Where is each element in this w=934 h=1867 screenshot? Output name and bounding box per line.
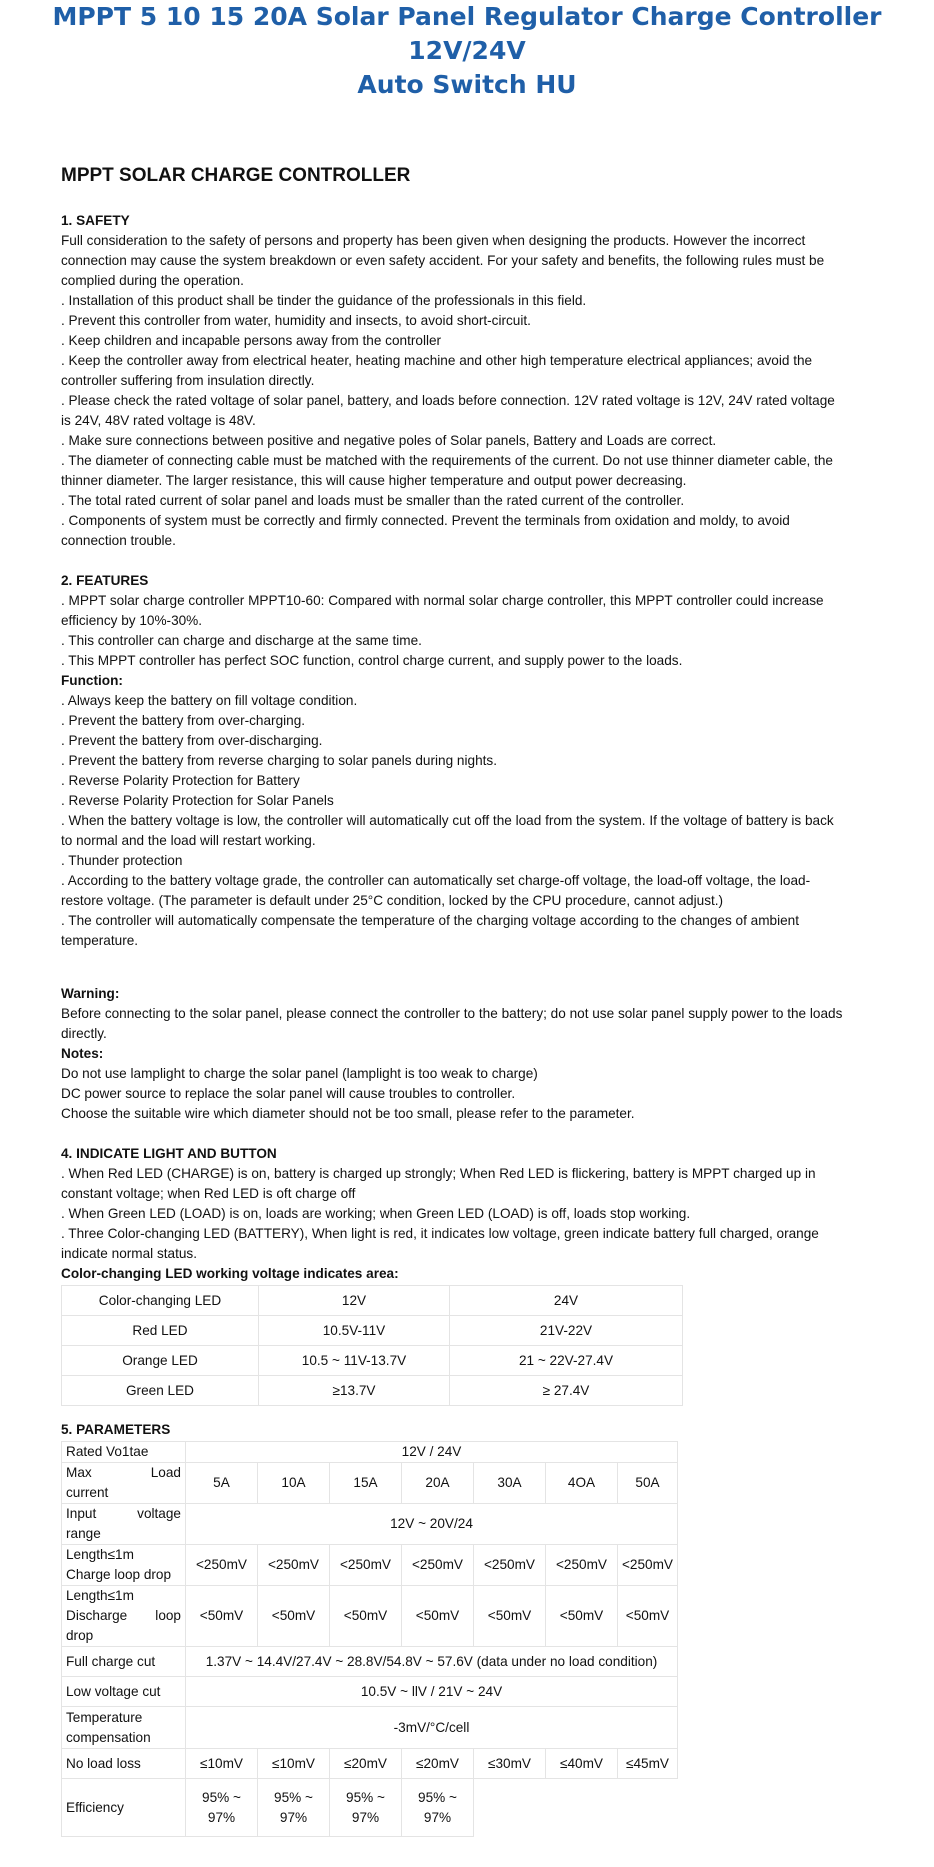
features-section [61, 571, 891, 951]
safety-line: . Components of system must be correctly and firmly connected. Prevent the terminals from oxidation and moldy, to avoid [61, 513, 790, 528]
safety-line: thinner diameter. The larger resistance, this will cause higher temperature and output power decreasing. [61, 473, 687, 488]
table-cell: 10.5V-11V [259, 1316, 450, 1346]
table-row [62, 1286, 683, 1316]
value-part: 97% [351, 1809, 380, 1825]
param-label: No load loss [62, 1749, 186, 1779]
title-line-2: Auto Switch HU [357, 70, 577, 99]
function-line: temperature. [61, 933, 139, 948]
features-line: efficiency by 10%-30%. [61, 613, 203, 628]
param-value: <50mV [258, 1586, 330, 1647]
value-part: 97% [207, 1809, 236, 1825]
table-cell: 10.5 ~ 11V-13.7V [259, 1346, 450, 1376]
value-part: 95% ~ [346, 1789, 385, 1805]
safety-line: Full consideration to the safety of persons and property has been given when designing the products. However the incorrect [61, 233, 806, 248]
safety-line: . The total rated current of solar panel and loads must be smaller than the rated current of the controller. [61, 493, 685, 508]
param-value: 10A [258, 1463, 330, 1504]
safety-heading: 1. SAFETY [61, 213, 130, 228]
param-value: 12V ~ 20V/24 [186, 1504, 678, 1545]
led-voltage-table [61, 1285, 683, 1406]
table-row [62, 1749, 678, 1779]
indicate-heading: 4. INDICATE LIGHT AND BUTTON [61, 1146, 277, 1161]
label-part: drop [66, 1628, 94, 1643]
param-value: 5A [186, 1463, 258, 1504]
function-line: restore voltage. (The parameter is default under 25°C condition, locked by the CPU procedure, cannot adjust.) [61, 893, 724, 908]
value-part: 97% [279, 1809, 308, 1825]
param-value: ≤20mV [402, 1749, 474, 1779]
function-line: . Reverse Polarity Protection for Solar Panels [61, 793, 334, 808]
label-part: Length≤1m [66, 1547, 134, 1562]
indicate-line: . Three Color-changing LED (BATTERY), When light is red, it indicates low voltage, green indicate battery full charged, orange [61, 1226, 819, 1241]
table-row [62, 1463, 678, 1504]
param-value: 1.37V ~ 14.4V/27.4V ~ 28.8V/54.8V ~ 57.6V (data under no load condition) [186, 1647, 678, 1677]
function-line: to normal and the load will restart working. [61, 833, 316, 848]
param-value: <250mV [258, 1545, 330, 1586]
table-row [62, 1346, 683, 1376]
notes-line: DC power source to replace the solar panel will cause troubles to controller. [61, 1086, 516, 1101]
label-part: Load [150, 1465, 181, 1480]
features-line: . MPPT solar charge controller MPPT10-60: Compared with normal solar charge controller, this MPPT controller could increase [61, 593, 824, 608]
indicate-line: . When Red LED (CHARGE) is on, battery is charged up strongly; When Red LED is flickering, battery is MPPT charged up in [61, 1166, 816, 1181]
table-row [62, 1545, 678, 1586]
param-value: 15A [330, 1463, 402, 1504]
value-part: 95% ~ [418, 1789, 457, 1805]
param-value: <50mV [330, 1586, 402, 1647]
param-value: 20A [402, 1463, 474, 1504]
label-part: range [66, 1526, 101, 1541]
document-body [61, 163, 891, 1837]
param-label: Full charge cut [62, 1647, 186, 1677]
function-line: . Prevent the battery from reverse charging to solar panels during nights. [61, 753, 497, 768]
features-line: . This MPPT controller has perfect SOC function, control charge current, and supply power to the loads. [61, 653, 683, 668]
param-value: <50mV [474, 1586, 546, 1647]
parameters-section [61, 1420, 891, 1837]
label-part: current [66, 1485, 109, 1500]
param-value: 50A [618, 1463, 678, 1504]
param-value: <50mV [618, 1586, 678, 1647]
function-line: . Always keep the battery on fill voltage condition. [61, 693, 358, 708]
param-value [330, 1779, 402, 1837]
led-table-caption: Color-changing LED working voltage indicates area: [61, 1266, 399, 1281]
label-part: voltage [137, 1506, 181, 1521]
param-value [258, 1779, 330, 1837]
param-value [186, 1779, 258, 1837]
table-row [62, 1504, 678, 1545]
label-part: Input [66, 1506, 97, 1521]
table-cell: 21 ~ 22V-27.4V [450, 1346, 683, 1376]
table-row [62, 1647, 678, 1677]
indicate-section [61, 1144, 891, 1406]
table-row [62, 1586, 678, 1647]
param-label: Low voltage cut [62, 1677, 186, 1707]
label-part: Discharge [66, 1608, 128, 1623]
param-label [62, 1504, 186, 1545]
param-value: <250mV [330, 1545, 402, 1586]
label-part: Max [66, 1465, 92, 1480]
table-cell: Color-changing LED [62, 1286, 259, 1316]
warning-section [61, 984, 891, 1124]
safety-line: . Make sure connections between positive and negative poles of Solar panels, Battery and Loads are correct. [61, 433, 717, 448]
safety-line: complied during the operation. [61, 273, 244, 288]
function-line: . Prevent the battery from over-discharging. [61, 733, 323, 748]
param-value: 30A [474, 1463, 546, 1504]
main-heading: MPPT SOLAR CHARGE CONTROLLER [61, 165, 411, 186]
page-title [0, 0, 934, 102]
value-part: 95% ~ [274, 1789, 313, 1805]
param-value: ≤20mV [330, 1749, 402, 1779]
value-part: 95% ~ [202, 1789, 241, 1805]
table-cell: Red LED [62, 1316, 259, 1346]
parameters-table [61, 1441, 678, 1837]
safety-line: is 24V, 48V rated voltage is 48V. [61, 413, 256, 428]
table-cell: 24V [450, 1286, 683, 1316]
value-part: 97% [423, 1809, 452, 1825]
param-label: Rated Vo1tae [62, 1442, 186, 1463]
safety-line: . Please check the rated voltage of solar panel, battery, and loads before connection. 12V rated voltage is 12V, 24V rated voltage [61, 393, 835, 408]
table-row [62, 1442, 678, 1463]
notes-line: Choose the suitable wire which diameter should not be too small, please refer to the parameter. [61, 1106, 635, 1121]
param-label: Efficiency [62, 1779, 186, 1837]
table-cell: ≥13.7V [259, 1376, 450, 1406]
warning-line: directly. [61, 1026, 107, 1041]
function-line: . Thunder protection [61, 853, 183, 868]
title-line-1: MPPT 5 10 15 20A Solar Panel Regulator Charge Controller 12V/24V [52, 2, 882, 65]
table-cell: Green LED [62, 1376, 259, 1406]
label-part: Charge loop drop [66, 1567, 172, 1582]
table-row [62, 1376, 683, 1406]
indicate-line: constant voltage; when Red LED is oft charge off [61, 1186, 356, 1201]
label-part: Length≤1m [66, 1588, 134, 1603]
param-label [62, 1707, 186, 1749]
param-value: <250mV [618, 1545, 678, 1586]
notes-label: Notes: [61, 1046, 104, 1061]
table-cell: ≥ 27.4V [450, 1376, 683, 1406]
param-value: <50mV [186, 1586, 258, 1647]
param-value: 4OA [546, 1463, 618, 1504]
table-row [62, 1316, 683, 1346]
safety-line: . Keep children and incapable persons away from the controller [61, 333, 442, 348]
safety-line: connection trouble. [61, 533, 176, 548]
safety-line: connection may cause the system breakdown or even safety accident. For your safety and benefits, the following rules must be [61, 253, 825, 268]
param-value: ≤10mV [186, 1749, 258, 1779]
indicate-line: . When Green LED (LOAD) is on, loads are working; when Green LED (LOAD) is off, loads stop working. [61, 1206, 691, 1221]
table-cell: 12V [259, 1286, 450, 1316]
param-label [62, 1545, 186, 1586]
param-value: <250mV [402, 1545, 474, 1586]
function-label: Function: [61, 673, 123, 688]
function-line: . The controller will automatically compensate the temperature of the charging voltage according to the changes of ambient [61, 913, 800, 928]
safety-line: . The diameter of connecting cable must be matched with the requirements of the current. Do not use thinner diameter cable, the [61, 453, 833, 468]
table-cell: 21V-22V [450, 1316, 683, 1346]
param-value [402, 1779, 474, 1837]
label-part: loop [155, 1608, 181, 1623]
parameters-heading: 5. PARAMETERS [61, 1422, 171, 1437]
function-line: . According to the battery voltage grade, the controller can automatically set charge-off voltage, the load-off voltage, the load- [61, 873, 811, 888]
param-value: ≤40mV [546, 1749, 618, 1779]
param-value: 10.5V ~ llV / 21V ~ 24V [186, 1677, 678, 1707]
safety-line: . Installation of this product shall be tinder the guidance of the professionals in this field. [61, 293, 587, 308]
safety-line: . Keep the controller away from electrical heater, heating machine and other high temperature electrical appliances; avoid the [61, 353, 813, 368]
param-value: ≤30mV [474, 1749, 546, 1779]
notes-line: Do not use lamplight to charge the solar panel (lamplight is too weak to charge) [61, 1066, 538, 1081]
indicate-line: indicate normal status. [61, 1246, 198, 1261]
features-line: . This controller can charge and discharge at the same time. [61, 633, 422, 648]
safety-line: . Prevent this controller from water, humidity and insects, to avoid short-circuit. [61, 313, 531, 328]
param-value: -3mV/°C/cell [186, 1707, 678, 1749]
param-value: 12V / 24V [186, 1442, 678, 1463]
param-value: ≤10mV [258, 1749, 330, 1779]
function-line: . Reverse Polarity Protection for Battery [61, 773, 300, 788]
function-line: . When the battery voltage is low, the controller will automatically cut off the load from the system. If the voltage of battery is back [61, 813, 834, 828]
safety-line: controller suffering from insulation directly. [61, 373, 315, 388]
param-value: ≤45mV [618, 1749, 678, 1779]
label-part: Temperature [66, 1709, 143, 1725]
features-heading: 2. FEATURES [61, 573, 149, 588]
table-cell: Orange LED [62, 1346, 259, 1376]
param-label [62, 1463, 186, 1504]
safety-section [61, 211, 891, 551]
param-value: <50mV [402, 1586, 474, 1647]
label-part: compensation [66, 1729, 151, 1745]
param-value: <250mV [186, 1545, 258, 1586]
param-value: <250mV [546, 1545, 618, 1586]
table-row [62, 1707, 678, 1749]
warning-label: Warning: [61, 986, 120, 1001]
param-value: <250mV [474, 1545, 546, 1586]
table-row [62, 1677, 678, 1707]
warning-line: Before connecting to the solar panel, please connect the controller to the battery; do not use solar panel supply power to the loads [61, 1006, 843, 1021]
param-value: <50mV [546, 1586, 618, 1647]
table-row [62, 1779, 678, 1837]
function-line: . Prevent the battery from over-charging. [61, 713, 306, 728]
param-label [62, 1586, 186, 1647]
